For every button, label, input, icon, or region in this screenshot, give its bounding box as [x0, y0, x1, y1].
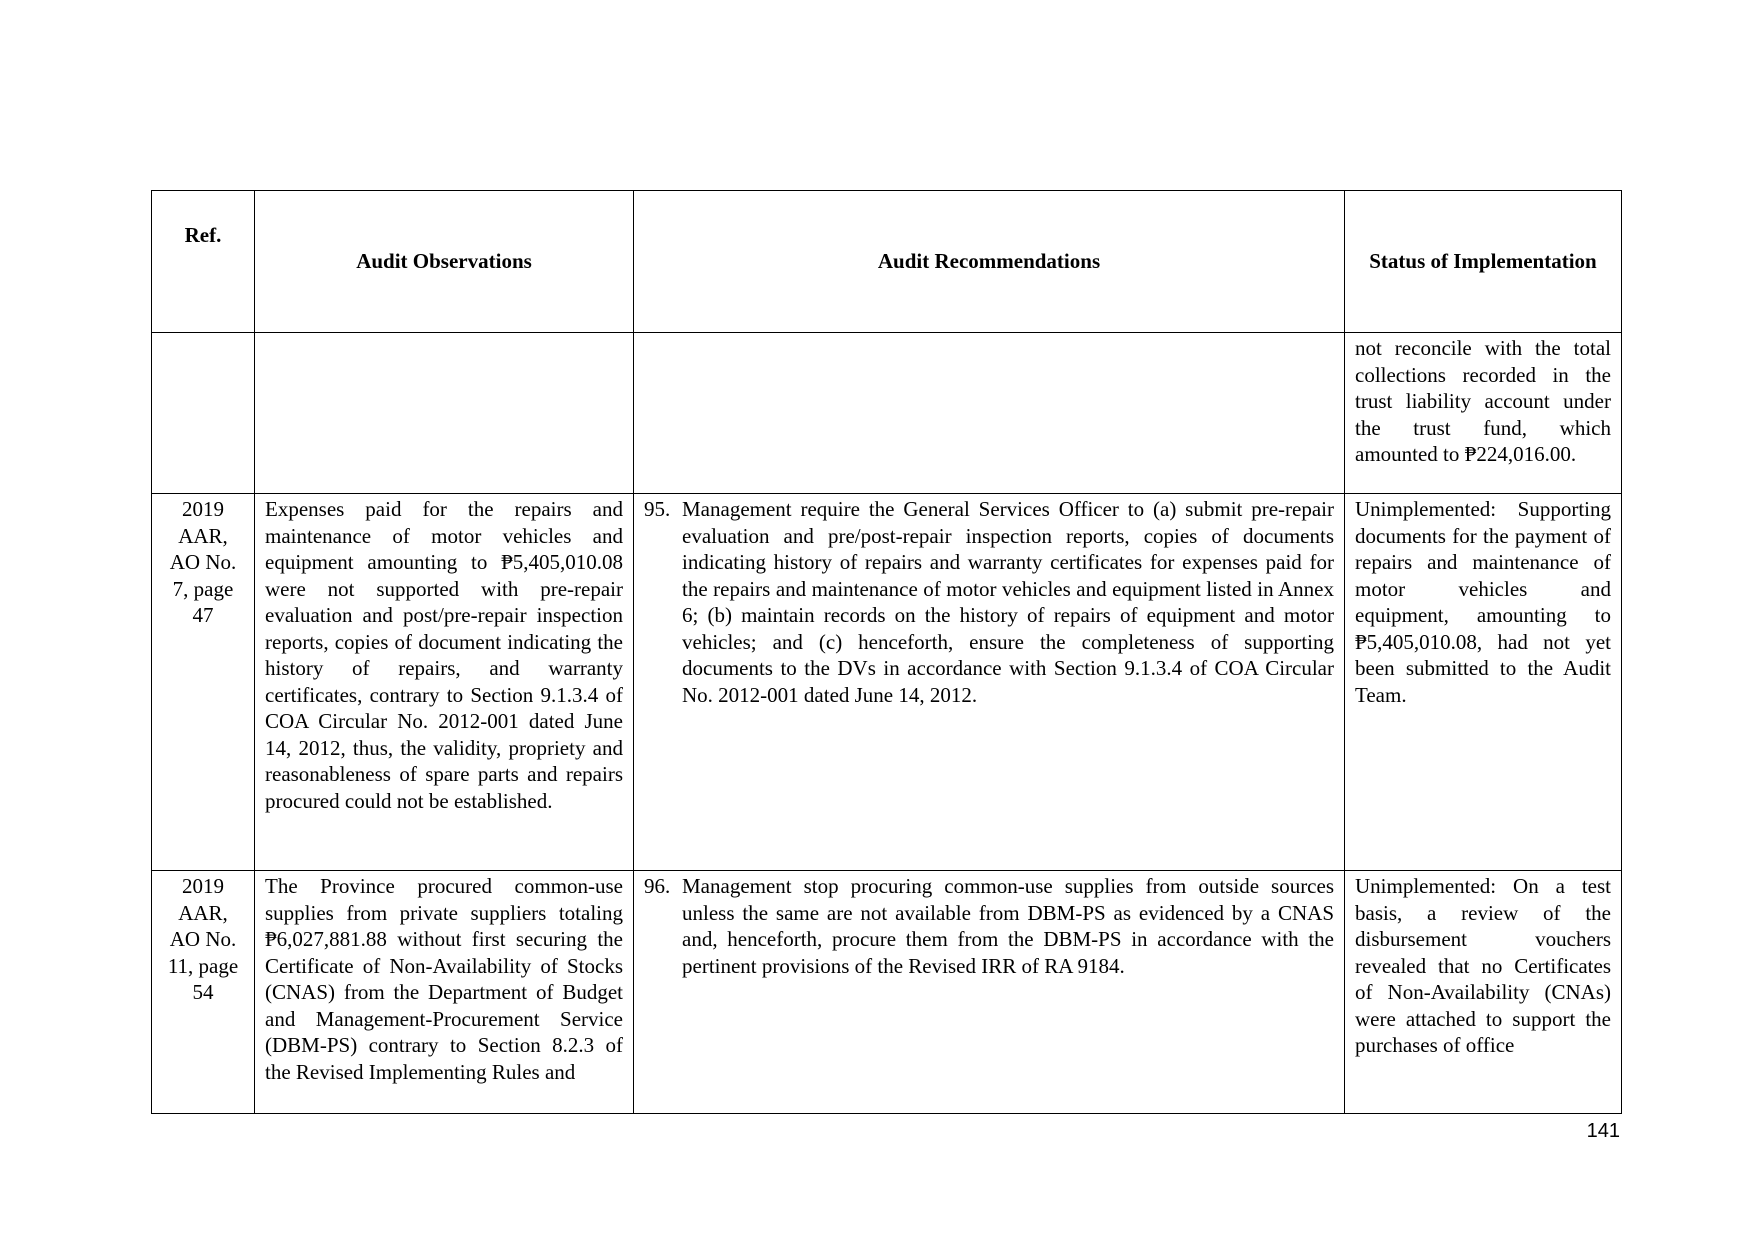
header-status-of-implementation: Status of Implementation — [1345, 191, 1622, 333]
recommendation-cell — [634, 494, 1345, 871]
recommendation-item — [644, 496, 1334, 708]
ref-cell: 2019 AAR, AO No. 11, page 54 — [152, 871, 255, 1114]
status-cell: Unimplemented: Supporting documents for the payment of repairs and maintenance of motor vehicles and equipment, amounting to ₱5,405,010.08, had not yet been submitted to the Audit Team. — [1345, 494, 1622, 871]
recommendation-cell — [634, 871, 1345, 1114]
ref-cell — [152, 333, 255, 494]
recommendation-number: 95. — [644, 497, 671, 521]
recommendation-cell — [634, 333, 1345, 494]
header-ref: Ref. — [152, 191, 255, 333]
recommendation-number: 96. — [644, 874, 671, 898]
recommendation-item — [644, 873, 1334, 979]
page-number: 141 — [1586, 1120, 1620, 1142]
header-audit-observations: Audit Observations — [255, 191, 634, 333]
observation-cell: The Province procured common-use supplies from private suppliers totaling ₱6,027,881.88 without first securing the Certificate of Non-Availability of Stocks (CNAS) from the Department of Budget and Management-Procurement Service (DBM-PS) contrary to Section 8.2.3 of the Revised Implementing Rules and — [255, 871, 634, 1114]
recommendation-text: Management require the General Services Officer to (a) submit pre-repair evaluation and pre/post-repair inspection reports, copies of documents indicating history of repairs and warranty certificates for expenses paid for the repairs and maintenance of motor vehicles and equipment listed in Annex 6; (b) maintain records on the history of repairs of equipment and motor vehicles; and (c) henceforth, ensure the completeness of supporting documents to the DVs in accordance with Section 9.1.3.4 of COA Circular No. 2012-001 dated June 14, 2012. — [682, 497, 1334, 707]
status-cell: Unimplemented: On a test basis, a review of the disbursement vouchers revealed that no Certificates of Non-Availability (CNAs) were attached to support the purchases of office — [1345, 871, 1622, 1114]
table-header-row — [152, 191, 1622, 333]
header-audit-recommendations: Audit Recommendations — [634, 191, 1345, 333]
observation-cell — [255, 333, 634, 494]
ref-cell: 2019 AAR, AO No. 7, page 47 — [152, 494, 255, 871]
table-row — [152, 871, 1622, 1114]
observation-cell: Expenses paid for the repairs and maintenance of motor vehicles and equipment amounting to ₱5,405,010.08 were not supported with pre-repair evaluation and post/pre-repair inspection reports, copies of document indicating the history of repairs, and warranty certificates, contrary to Section 9.1.3.4 of COA Circular No. 2012-001 dated June 14, 2012, thus, the validity, propriety and reasonableness of spare parts and repairs procured could not be established. — [255, 494, 634, 871]
table-row — [152, 333, 1622, 494]
recommendation-text: Management stop procuring common-use supplies from outside sources unless the same are not available from DBM-PS as evidenced by a CNAS and, henceforth, procure them from the DBM-PS in accordance with the pertinent provisions of the Revised IRR of RA 9184. — [682, 874, 1334, 978]
audit-table — [151, 190, 1622, 1114]
status-cell: not reconcile with the total collections recorded in the trust liability account under the trust fund, which amounted to ₱224,016.00. — [1345, 333, 1622, 494]
table-row — [152, 494, 1622, 871]
